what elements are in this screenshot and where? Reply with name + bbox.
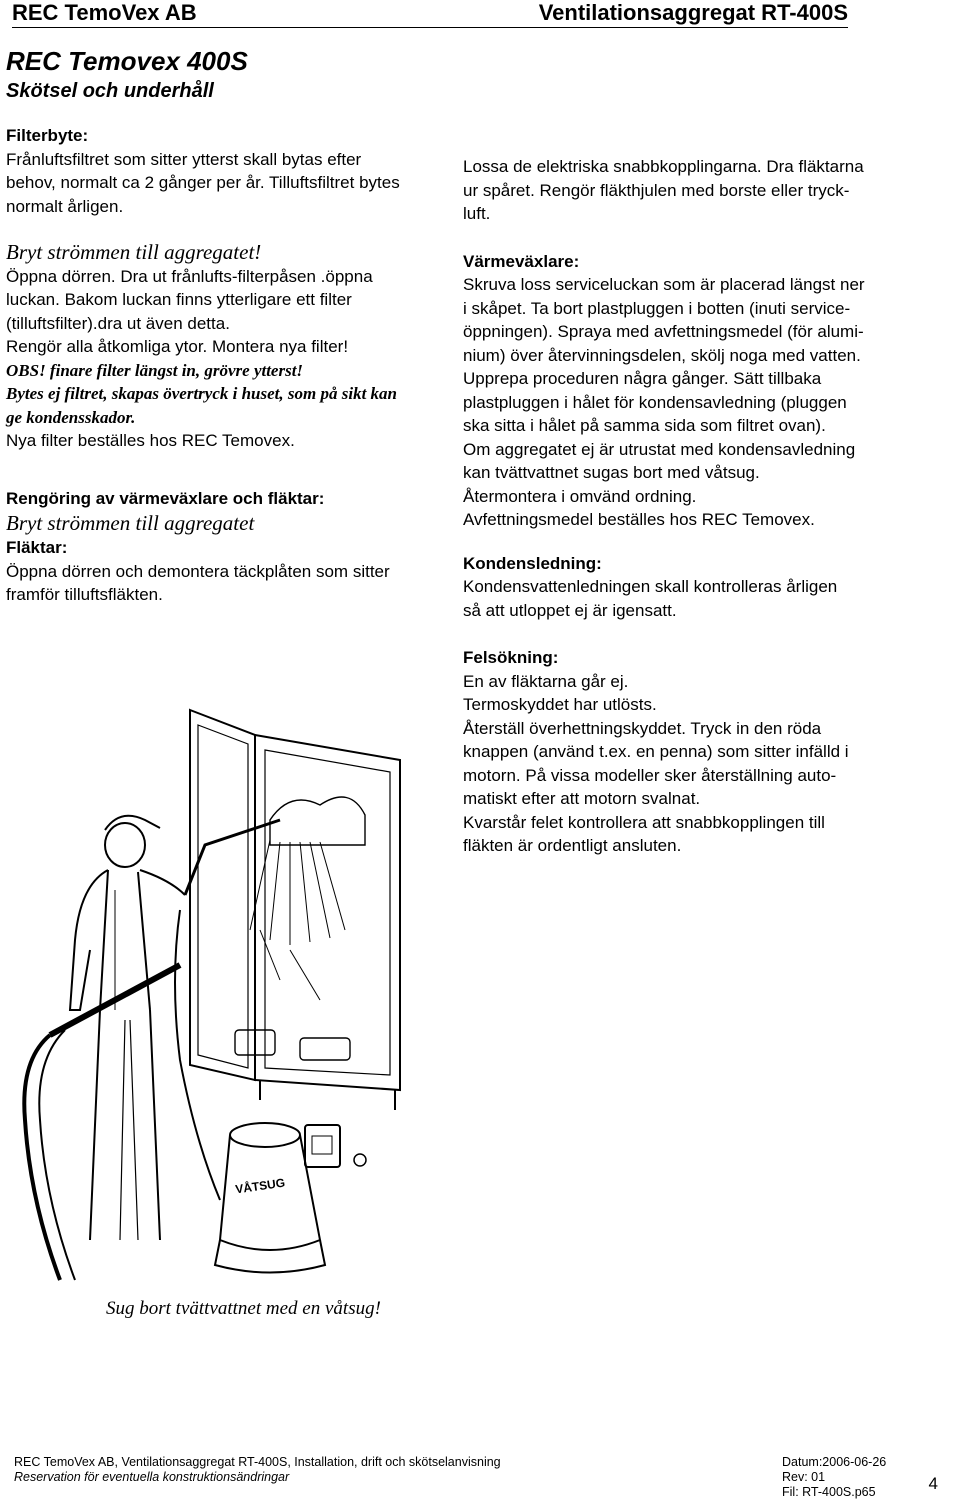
order-note: Nya filter beställes hos REC Temovex.: [6, 431, 295, 450]
detergent-can: [305, 1125, 340, 1167]
obs-note: OBS! finare filter längst in, grövre ytterst!: [6, 360, 304, 380]
hx-text-8: Om aggregatet ej är utrustat med kondensavledning: [463, 439, 856, 459]
fans-cont-2: ur spåret. Rengör fläkthjulen med borste eller tryck-: [463, 180, 850, 200]
right-column: [463, 155, 911, 858]
water-spray: [250, 840, 345, 1000]
clean-power-off: Bryt strömmen till aggregatet: [6, 511, 255, 535]
hx-text-3: öppningen). Spraya med avfettningsmedel (för alumi-: [463, 322, 864, 341]
cond-heading: Kondensledning:: [463, 553, 602, 573]
cleaning-illustration: [20, 680, 440, 1290]
power-off-warning: Bryt strömmen till aggregatet!: [6, 240, 262, 264]
cond-text-2: så att utloppet ej är igensatt.: [463, 600, 677, 620]
person-body: [70, 870, 108, 1010]
header-product: Ventilationsaggregat RT-400S: [538, 0, 848, 25]
cond-text-1: Kondensvattenledningen skall kontrolleras årligen: [463, 577, 838, 596]
fans-cont-1: Lossa de elektriska snabbkopplingarna. Dra fläktarna: [463, 157, 864, 176]
warning-line-1: Bytes ej filtret, skapas övertryck i huset, som på sikt kan: [6, 384, 397, 403]
fault-text-2: Termoskyddet har utlösts.: [463, 695, 657, 714]
hx-text-9: kan tvättvattnet sugas bort med våtsug.: [463, 463, 760, 482]
vacuum-label: VÅTSUG: [234, 1175, 286, 1197]
footer-left: [14, 1455, 501, 1485]
step-line-1: Öppna dörren. Dra ut frånlufts-filterpåsen .öppna: [6, 266, 373, 286]
footer-doc-title: REC TemoVex AB, Ventilationsaggregat RT-400S, Installation, drift och skötselanvisning: [14, 1455, 501, 1469]
fans-cont-3: luft.: [463, 204, 491, 223]
hx-text-5: Upprepa proceduren några gånger. Sätt tillbaka: [463, 369, 822, 388]
cabinet-door: [190, 710, 255, 1080]
step-line-2: luckan. Bakom luckan finns ytterligare ett filter: [6, 290, 352, 309]
hx-text-10: Återmontera i omvänd ordning.: [463, 486, 697, 506]
hx-text-11: Avfettningsmedel beställes hos REC Temovex.: [463, 510, 815, 529]
page-subtitle: Skötsel och underhåll: [6, 80, 214, 102]
hx-text-4: nium) över återvinningsdelen, skölj noga med vatten.: [463, 345, 861, 365]
footer-file: Fil: RT-400S.p65: [782, 1485, 876, 1499]
step-line-4: Rengör alla åtkomliga ytor. Montera nya filter!: [6, 337, 349, 356]
footer-rev: Rev: 01: [782, 1470, 826, 1484]
clean-heading: Rengöring av värmeväxlare och fläktar:: [6, 488, 325, 508]
filter-intro-3: normalt årligen.: [6, 196, 124, 216]
vacuum-top: [230, 1123, 300, 1147]
hx-text-6: plastpluggen i hålet för kondensavledning (pluggen: [463, 392, 847, 412]
footer-reservation: Reservation för eventuella konstruktionsändringar: [14, 1470, 290, 1484]
header-company: REC TemoVex AB: [12, 0, 197, 25]
footer-right: [782, 1455, 886, 1500]
fans-text-2: framför tilluftsfläkten.: [6, 585, 163, 604]
hx-heading: Värmeväxlare:: [463, 251, 580, 271]
left-column: [6, 124, 454, 607]
page-number: 4: [928, 1474, 938, 1493]
cabinet-body: [255, 735, 400, 1090]
filter-heading: Filterbyte:: [6, 126, 89, 145]
fault-text-8: fläkten är ordentligt ansluten.: [463, 836, 682, 855]
fans-heading: Fläktar:: [6, 538, 68, 557]
fault-text-5: motorn. På vissa modeller sker återställning auto-: [463, 765, 837, 785]
fault-text-3: Återställ överhettningskyddet. Tryck in den röda: [463, 718, 822, 738]
fault-text-4: knappen (använd t.ex. en penna) som sitter infälld i: [463, 742, 849, 761]
hx-text-1: Skruva loss serviceluckan som är placerad längst ner: [463, 275, 865, 294]
fault-text-7: Kvarstår felet kontrollera att snabbkopplingen till: [463, 812, 825, 832]
fault-text-6: matiskt efter att motorn svalnat.: [463, 789, 701, 808]
fault-text-1: En av fläktarna går ej.: [463, 671, 629, 691]
header-divider: [12, 27, 848, 28]
page-title: REC Temovex 400S: [6, 46, 248, 76]
fault-heading: Felsökning:: [463, 648, 559, 667]
person-head: [105, 823, 145, 867]
heat-exchanger: [270, 797, 365, 845]
step-line-3: (tilluftsfilter).dra ut även detta.: [6, 313, 230, 333]
hx-text-2: i skåpet. Ta bort plastpluggen i botten (inuti service-: [463, 298, 851, 318]
footer-date: Datum:2006-06-26: [782, 1455, 887, 1469]
filter-intro-2: behov, normalt ca 2 gånger per år. Tilluftsfiltret bytes: [6, 173, 400, 192]
illustration-caption: Sug bort tvättvattnet med en våtsug!: [106, 1298, 381, 1319]
fans-text-1: Öppna dörren och demontera täckplåten som sitter: [6, 561, 390, 581]
filter-intro-1: Frånluftsfiltret som sitter ytterst skall bytas efter: [6, 149, 362, 169]
hx-text-7: ska sitta i hålet på samma sida som filtret ovan).: [463, 416, 826, 435]
warning-line-2: ge kondensskador.: [6, 407, 136, 427]
